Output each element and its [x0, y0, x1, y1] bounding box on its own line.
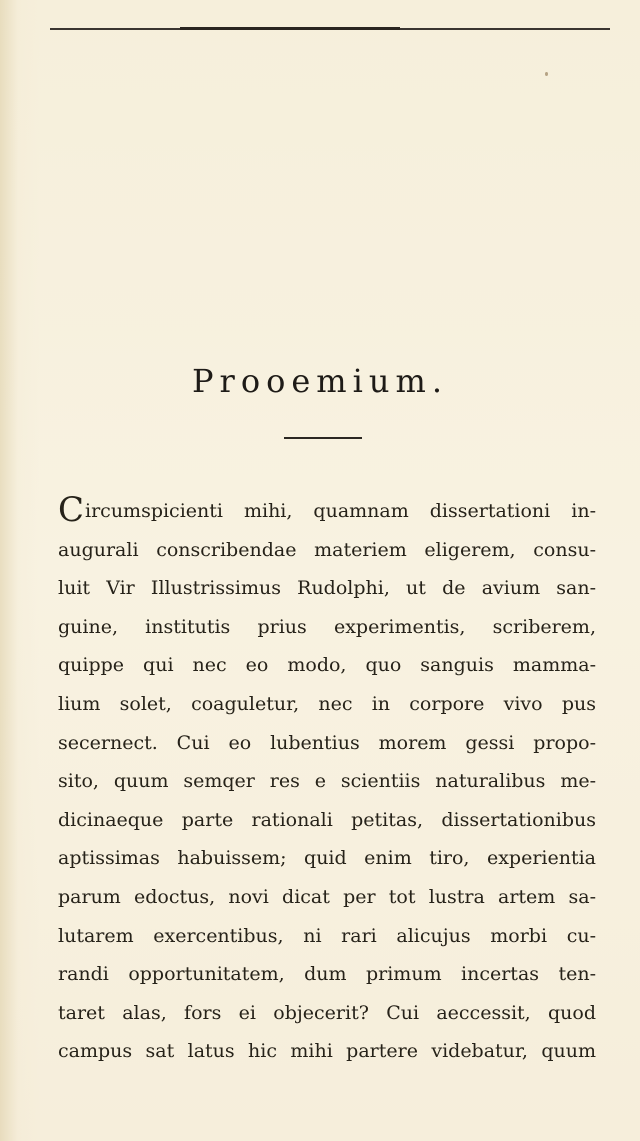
- text-line: [58, 492, 596, 531]
- text-line: secernect. Cui eo lubentius morem gessi propo-: [58, 731, 596, 754]
- text-line: luit Vir Illustrissimus Rudolphi, ut de avium san-: [58, 577, 596, 600]
- text-line: campus sat latus hic mihi partere videbatur, quum: [58, 1040, 596, 1063]
- text-line: sito, quum semqer res e scientiis naturalibus me-: [58, 770, 596, 793]
- text-line-content: ircumspicienti mihi, quamnam dissertationi in-: [85, 500, 596, 522]
- page-title: Prooemium.: [192, 362, 448, 400]
- text-line: taret alas, fors ei objecerit? Cui aeccessit, quod: [58, 1001, 596, 1024]
- header-rule-thick: [180, 27, 400, 30]
- text-line: dicinaeque parte rationali petitas, dissertationibus: [58, 808, 596, 831]
- text-line: aptissimas habuissem; quid enim tiro, experientia: [58, 847, 596, 870]
- text-line: guine, institutis prius experimentis, scriberem,: [58, 615, 596, 638]
- drop-cap: C: [58, 490, 85, 530]
- text-line: augurali conscribendae materiem eligerem, consu-: [58, 538, 596, 561]
- text-line: randi opportunitatem, dum primum incertas ten-: [58, 963, 596, 986]
- text-line: parum edoctus, novi dicat per tot lustra artem sa-: [58, 885, 596, 908]
- title-divider-rule: [284, 437, 362, 439]
- body-text: [58, 492, 596, 1071]
- text-line: lutarem exercentibus, ni rari alicujus morbi cu-: [58, 924, 596, 947]
- text-line: quippe qui nec eo modo, quo sanguis mamma-: [58, 654, 596, 677]
- text-line: lium solet, coaguletur, nec in corpore vivo pus: [58, 692, 596, 715]
- ink-speck: [545, 72, 548, 76]
